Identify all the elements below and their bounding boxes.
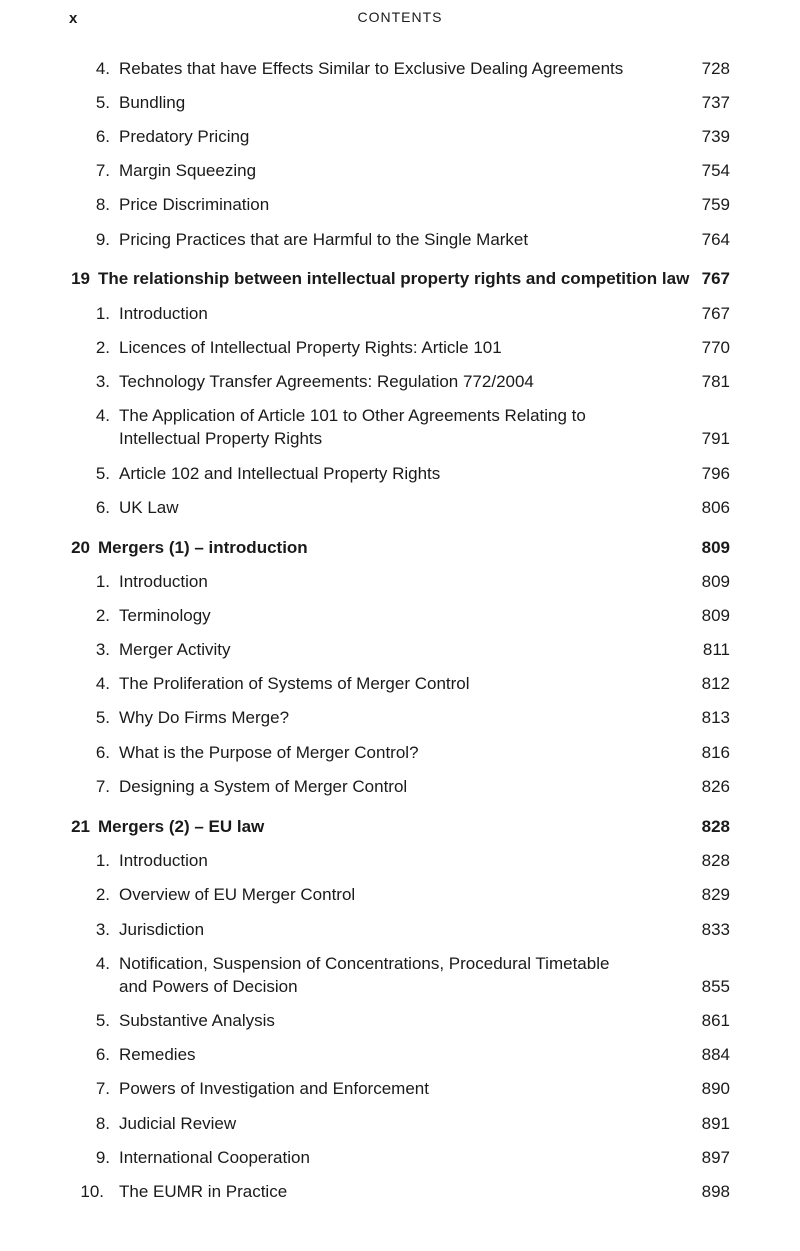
section-title [119,125,249,149]
title-line: UK Law [119,498,179,517]
chapter-number: 19 [71,269,90,288]
page-reference: 770 [701,338,730,357]
section-title [119,1043,196,1067]
section-number: 6. [95,743,110,762]
toc-entry [0,57,800,81]
page-reference: 759 [701,195,730,214]
page-reference: 791 [701,429,730,448]
section-title [119,336,502,360]
page-reference: 767 [701,304,730,323]
toc-entry [0,1077,800,1101]
chapter-heading [0,267,800,291]
section-title [119,1077,429,1101]
toc-entry [0,1112,800,1136]
title-line: Notification, Suspension of Concentrations, Procedural Timetable [119,954,610,973]
section-title [119,1180,287,1204]
toc-entry [0,462,800,486]
title-line: Rebates that have Effects Similar to Exclusive Dealing Agreements [119,59,624,78]
toc-entry [0,741,800,765]
title-line: Mergers (1) – introduction [98,538,308,557]
page-reference: 739 [701,127,730,146]
section-number: 1. [95,304,110,323]
chapter-number: 21 [71,817,90,836]
section-title [119,193,269,217]
section-number: 2. [95,606,110,625]
toc-entry [0,125,800,149]
title-line: The Application of Article 101 to Other Agreements Relating to [119,406,586,425]
page-reference: 816 [701,743,730,762]
page-reference: 764 [701,230,730,249]
section-number: 3. [95,372,110,391]
toc-entry [0,672,800,696]
section-number: 5. [95,1011,110,1030]
section-number: 4. [95,674,110,693]
section-title [119,91,185,115]
page-reference: 809 [701,572,730,591]
title-line: Overview of EU Merger Control [119,885,356,904]
toc-entry [0,638,800,662]
page-reference: 890 [701,1079,730,1098]
section-title [119,57,623,81]
section-title [119,496,179,520]
title-line: Substantive Analysis [119,1011,275,1030]
title-line: and Powers of Decision [119,977,298,996]
title-line: Technology Transfer Agreements: Regulation 772/2004 [119,372,534,391]
page-reference: 891 [701,1114,730,1133]
toc-entry [0,1043,800,1067]
section-title [119,952,609,998]
section-title [119,604,211,628]
toc-entry [0,91,800,115]
section-number: 4. [95,406,110,425]
section-title [119,1009,275,1033]
page-reference: 898 [701,1182,730,1201]
section-number: 1. [95,851,110,870]
toc-entry [0,193,800,217]
section-number: 3. [95,920,110,939]
section-title [119,741,419,765]
chapter-number: 20 [71,538,90,557]
section-number: 7. [95,161,110,180]
chapter-title [98,815,264,839]
toc-entry [0,370,800,394]
title-line: The Proliferation of Systems of Merger Control [119,674,470,693]
page-reference: 806 [701,498,730,517]
toc-entry [0,336,800,360]
title-line: Jurisdiction [119,920,205,939]
title-line: Mergers (2) – EU law [98,817,265,836]
title-line: Judicial Review [119,1114,237,1133]
title-line: Price Discrimination [119,195,270,214]
title-line: Introduction [119,572,208,591]
toc-entry [0,1180,800,1204]
title-line: Licences of Intellectual Property Rights: Article 101 [119,338,502,357]
page-reference: 861 [701,1011,730,1030]
page-reference: 855 [701,977,730,996]
section-title [119,302,208,326]
toc-entry [0,159,800,183]
page-reference: 826 [701,777,730,796]
title-line: Article 102 and Intellectual Property Rights [119,464,441,483]
page-reference: 812 [701,674,730,693]
title-line: Remedies [119,1045,196,1064]
page-reference: 811 [702,640,730,659]
chapter-heading [0,536,800,560]
toc-entry [0,604,800,628]
page-reference: 754 [701,161,730,180]
page-number: x [69,10,78,27]
chapter-title [98,536,308,560]
section-title [119,404,586,450]
toc-entry [0,1146,800,1170]
section-title [119,849,208,873]
title-line: Why Do Firms Merge? [119,708,290,727]
section-number: 4. [95,59,110,78]
title-line: Pricing Practices that are Harmful to the Single Market [119,230,529,249]
section-title [119,462,440,486]
title-line: Merger Activity [119,640,231,659]
page-reference: 728 [701,59,730,78]
toc-entry [0,496,800,520]
toc-entry [0,883,800,907]
title-line: Introduction [119,851,208,870]
section-title [119,1112,236,1136]
section-number: 6. [95,1045,110,1064]
title-line: The relationship between intellectual property rights and competition law [98,269,690,288]
running-head: CONTENTS [357,9,443,25]
section-number: 1. [95,572,110,591]
title-line: Designing a System of Merger Control [119,777,408,796]
title-line: Predatory Pricing [119,127,250,146]
toc-entry [0,918,800,942]
section-title [119,672,470,696]
page-header [0,8,800,30]
title-line: Terminology [119,606,211,625]
section-number: 2. [95,338,110,357]
section-number: 10. [80,1182,104,1201]
section-number: 4. [95,954,110,973]
section-number: 5. [95,464,110,483]
page-reference: 897 [701,1148,730,1167]
page-reference: 809 [701,538,730,557]
page-reference: 813 [701,708,730,727]
section-number: 2. [95,885,110,904]
title-line: What is the Purpose of Merger Control? [119,743,419,762]
page-reference: 833 [701,920,730,939]
page-reference: 809 [701,606,730,625]
section-title [119,228,528,252]
section-title [119,883,355,907]
title-line: Margin Squeezing [119,161,257,180]
section-number: 5. [95,708,110,727]
section-number: 5. [95,93,110,112]
chapter-heading [0,815,800,839]
section-number: 3. [95,640,110,659]
section-title [119,775,407,799]
section-number: 8. [95,1114,110,1133]
page-reference: 767 [701,269,730,288]
page-reference: 828 [701,817,730,836]
page-reference: 781 [701,372,730,391]
toc-entry [0,775,800,799]
page-reference: 884 [701,1045,730,1064]
section-number: 9. [95,1148,110,1167]
page-reference: 829 [701,885,730,904]
toc-entry [0,570,800,594]
toc-entry [0,952,800,1000]
page-reference: 737 [701,93,730,112]
toc-entry [0,228,800,252]
toc-entry [0,706,800,730]
section-title [119,1146,310,1170]
section-title [119,370,534,394]
toc-entry [0,404,800,452]
title-line: Intellectual Property Rights [119,429,323,448]
section-title [119,638,230,662]
title-line: Bundling [119,93,186,112]
section-title [119,918,204,942]
section-number: 9. [95,230,110,249]
section-number: 6. [95,498,110,517]
chapter-title [98,267,689,291]
title-line: Introduction [119,304,208,323]
toc-entry [0,1009,800,1033]
section-title [119,570,208,594]
section-number: 8. [95,195,110,214]
toc-entry [0,302,800,326]
page-reference: 828 [701,851,730,870]
section-title [119,706,289,730]
section-number: 6. [95,127,110,146]
toc-entry [0,849,800,873]
section-number: 7. [95,777,110,796]
section-number: 7. [95,1079,110,1098]
title-line: The EUMR in Practice [119,1182,288,1201]
page-reference: 796 [701,464,730,483]
section-title [119,159,256,183]
title-line: Powers of Investigation and Enforcement [119,1079,429,1098]
title-line: International Cooperation [119,1148,310,1167]
